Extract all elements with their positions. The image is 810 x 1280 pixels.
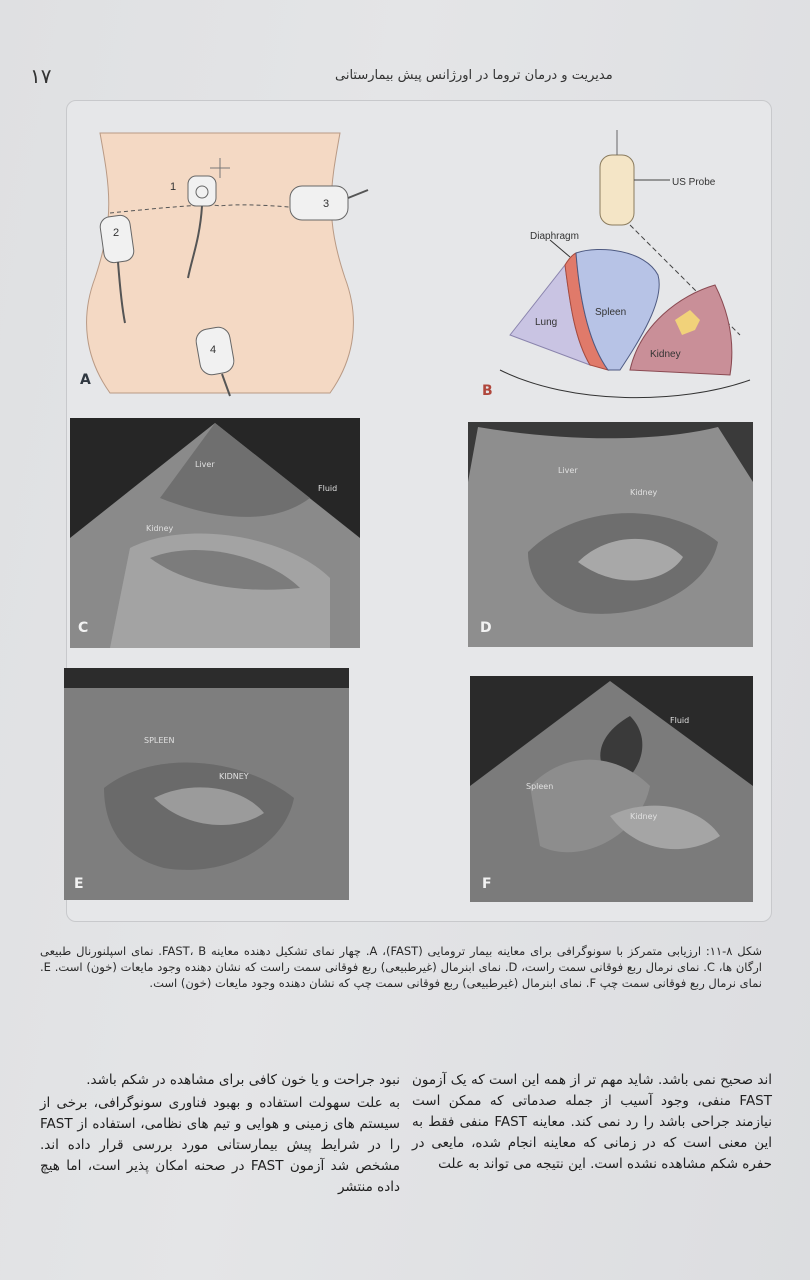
probe-4-number: 4: [210, 344, 217, 356]
paragraph: نبود جراحت و یا خون کافی برای مشاهده در شکم باشد.: [86, 1072, 400, 1088]
paragraph: اند صحیح نمی باشد. شاید مهم تر از همه این است که یک آزمون FAST منفی، وجود آسیب از جمله صدماتی که ممکن است نیازمند جراحی باشد را رد نمی کند. معاینه FAST منفی فقط به این معنی است که در زمانی که معاینه انجام شده، مایعی در حفره شکم مشاهده نشده است. این نتیجه می تواند به علت: [412, 1072, 773, 1172]
panel-f-ultrasound: [470, 676, 753, 902]
probe-1-number: 1: [170, 181, 177, 193]
panel-f-letter: F: [482, 876, 492, 892]
page-number: ۱۷: [30, 64, 52, 88]
left-text-column: [40, 1070, 400, 1200]
panel-a-torso-illustration: [70, 128, 370, 398]
probe-2-number: 2: [113, 227, 120, 239]
spleen-label: Spleen: [526, 782, 554, 791]
spleen-label: SPLEEN: [144, 736, 175, 745]
kidney-label: Kidney: [650, 349, 681, 360]
probe-3-number: 3: [323, 198, 330, 210]
liver-label: Liver: [558, 466, 578, 475]
panel-e-ultrasound: [64, 668, 349, 900]
kidney-label: Kidney: [630, 488, 658, 497]
spleen-label: Spleen: [595, 307, 627, 318]
panel-d-letter: D: [480, 620, 492, 636]
fluid-label: Fluid: [318, 484, 338, 493]
panel-c-letter: C: [78, 620, 89, 636]
panel-b-letter: B: [482, 383, 493, 399]
kidney-label: KIDNEY: [219, 772, 249, 781]
kidney-label: Kidney: [146, 524, 174, 533]
lung-label: Lung: [535, 317, 558, 328]
us-probe-label: US Probe: [672, 177, 716, 188]
panel-e-letter: E: [74, 876, 84, 892]
panel-b-splenorenal-diagram: [490, 125, 760, 400]
liver-label: Liver: [195, 460, 215, 469]
panel-c-ultrasound: [70, 418, 360, 648]
diaphragm-label: Diaphragm: [530, 231, 579, 242]
figure-caption: شکل ۸-۱۱: ارزیابی متمرکز با سونوگرافی برای معاینه بیمار ترومایی (FAST)، A. چهار نمای تشکیل دهنده معاینه FAST، B. نمای اسپلنورنال طبیعی ارگان ها، C. نمای نرمال ربع فوقانی سمت راست، D. نمای ابنرمال (غیرطبیعی) ربع فوقانی سمت راست که نشان دهنده وجود مایعات (خون) است. E. نمای نرمال ربع فوقانی سمت چپ F. نمای ابنرمال (غیرطبیعی) ربع فوقانی سمت چپ که نشان دهنده وجود مایعات (خون) است.: [40, 944, 763, 990]
right-text-column: [412, 1070, 772, 1177]
kidney-label: Kidney: [630, 812, 658, 821]
fluid-label: Fluid: [670, 716, 690, 725]
panel-d-ultrasound: [468, 422, 753, 647]
panel-a-letter: A: [80, 372, 91, 388]
paragraph: به علت سهولت استفاده و بهبود فناوری سونوگرافی، برخی از سیستم های زمینی و هوایی و تیم های نظامی، استفاده از FAST را در شرایط پیش بیمارستانی مورد بررسی قرار داده اند. مشخص شد آزمون FAST در صحنه امکان پذیر است، اما هیچ داده منتشر: [40, 1095, 400, 1195]
running-title: مدیریت و درمان تروما در اورژانس پیش بیمارستانی: [335, 68, 613, 83]
